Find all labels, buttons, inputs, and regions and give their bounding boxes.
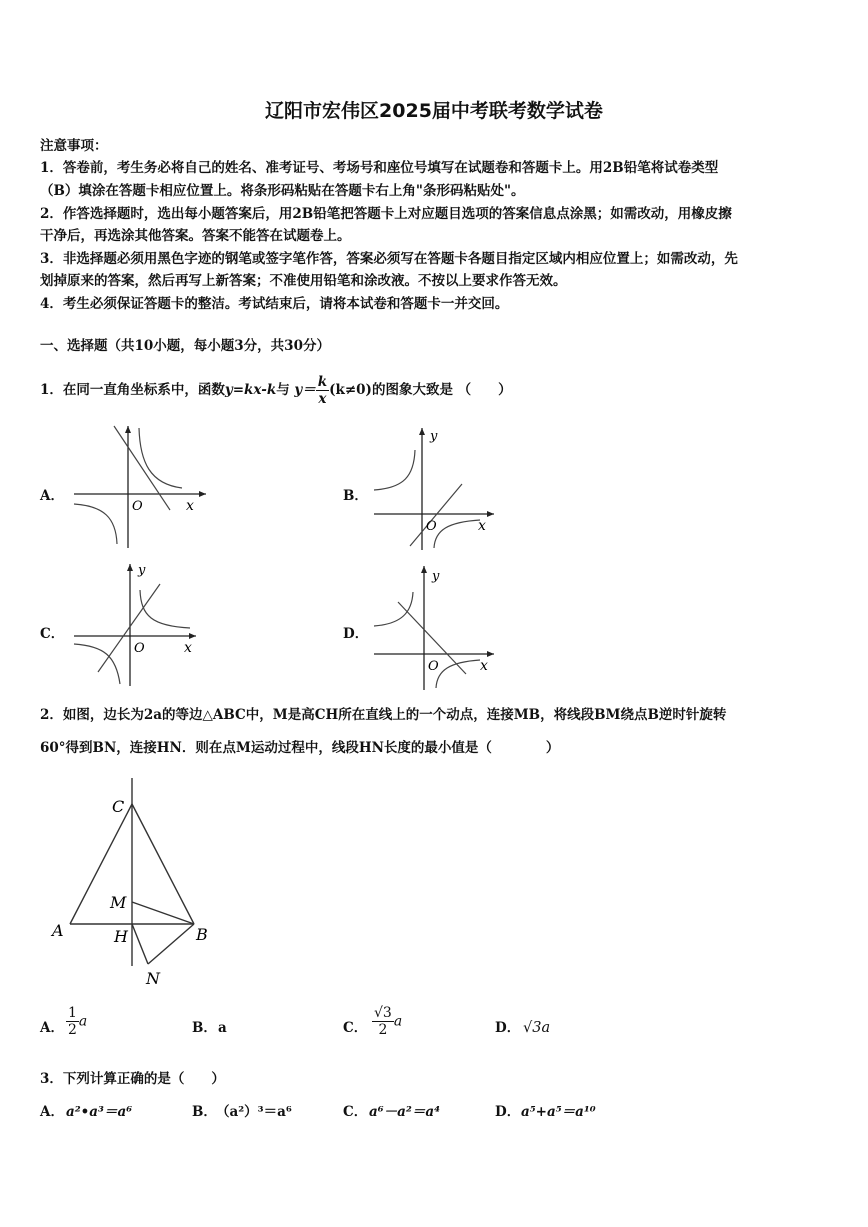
notes-heading: 注意事项： <box>40 138 108 154</box>
q1-d-y-label: y <box>432 569 440 584</box>
page-title: 辽阳市宏伟区2025届中考联考数学试卷 <box>265 100 603 122</box>
q1-graph-d <box>370 562 498 692</box>
q1-option-d-label: D． <box>343 626 369 642</box>
q2-a-fraction <box>66 1005 79 1038</box>
q2-option-b-value: a <box>218 1020 227 1036</box>
q3-option-d-label: D． <box>495 1104 521 1120</box>
q2-option-c-value <box>372 1005 402 1038</box>
q1-option-c-label: C． <box>40 626 65 642</box>
q1-b-origin-label: O <box>426 519 437 534</box>
q2-c-fraction <box>372 1005 394 1038</box>
q2-c-den: 2 <box>378 1022 388 1038</box>
q2-option-a-label: A． <box>40 1020 64 1036</box>
q1-graph-a <box>70 422 210 550</box>
q2-option-c-label: C． <box>343 1020 368 1036</box>
section-heading: 一、选择题（共10小题，每小题3分，共30分） <box>40 338 330 354</box>
q1-mid: 与 <box>276 382 290 398</box>
q2-option-d-label: D． <box>495 1020 521 1036</box>
q1-fraction <box>316 374 329 407</box>
q2-label-c: C <box>112 797 125 816</box>
q1-lhs: y＝ <box>294 382 316 398</box>
q1-b-y-label: y <box>430 429 438 444</box>
notes-line: 干净后，再选涂其他答案。答案不能答在试题卷上。 <box>40 228 351 244</box>
q2-triangle-figure <box>48 776 218 990</box>
q2-label-a: A <box>52 921 64 940</box>
question-2-line-1: 2．如图，边长为2a的等边△ABC中，M是高CH所在直线上的一个动点，连接MB，将线段BM绕点B逆时针旋转 <box>40 707 727 723</box>
q1-cond: (k≠0) <box>329 382 372 398</box>
q3-option-d-value: a⁵+a⁵＝a¹⁰ <box>521 1104 596 1120</box>
q2-option-d-value: √3a <box>523 1020 551 1036</box>
q1-func1: y=kx-k <box>224 382 277 398</box>
q1-a-origin-label: O <box>132 499 143 514</box>
notes-line: 1．答卷前，考生务必将自己的姓名、准考证号、考场号和座位号填写在试题卷和答题卡上。用2B铅笔将试卷类型 <box>40 160 719 176</box>
q2-label-n: N <box>146 969 160 988</box>
q1-frac-num: k <box>317 374 328 390</box>
q3-option-a-label: A． <box>40 1104 64 1120</box>
q2-c-num: √3 <box>374 1005 392 1021</box>
q1-b-x-label: x <box>478 518 486 534</box>
q3-option-a-value: a²•a³＝a⁶ <box>66 1104 133 1120</box>
q2-option-b-label: B． <box>192 1020 217 1036</box>
q1-graph-b <box>370 426 498 552</box>
q3-option-b-value: （a²）³＝a⁶ <box>216 1104 292 1120</box>
q1-option-b-label: B． <box>343 488 368 504</box>
q1-option-a-label: A． <box>40 488 64 504</box>
q1-d-origin-label: O <box>428 659 439 674</box>
notes-line: 4．考生必须保证答题卡的整洁。考试结束后，请将本试卷和答题卡一并交回。 <box>40 296 509 312</box>
question-1-stem <box>40 372 512 408</box>
q2-label-b: B <box>196 925 208 944</box>
q1-suffix: 的图象大致是 （ ） <box>371 382 512 398</box>
question-2-line-2: 60°得到BN，连接HN．则在点M运动过程中，线段HN长度的最小值是（ ） <box>40 740 560 756</box>
q1-graph-c <box>70 560 202 690</box>
notes-line: 3．非选择题必须用黑色字迹的钢笔或签字笔作答，答案必须写在答题卡各题目指定区域内相应位置上；如需改动，先 <box>40 251 738 267</box>
q1-a-x-label: x <box>186 498 194 514</box>
q1-d-x-label: x <box>480 658 488 674</box>
notes-line: （B）填涂在答题卡相应位置上。将条形码粘贴在答题卡右上角"条形码粘贴处"。 <box>40 183 525 199</box>
q2-option-a-value <box>66 1005 87 1038</box>
q1-prefix: 1．在同一直角坐标系中，函数 <box>40 382 225 398</box>
q2-a-den: 2 <box>68 1022 77 1038</box>
notes-line: 2．作答选择题时，选出每小题答案后，用2B铅笔把答题卡上对应题目选项的答案信息点涂黑；如需改动，用橡皮擦 <box>40 206 732 222</box>
q2-c-var: a <box>393 1013 403 1030</box>
q3-option-c-value: a⁶－a²＝a⁴ <box>369 1104 440 1120</box>
notes-line: 划掉原来的答案，然后再写上新答案；不准使用铅笔和涂改液。不按以上要求作答无效。 <box>40 273 567 289</box>
q3-option-b-label: B． <box>192 1104 217 1120</box>
q1-c-origin-label: O <box>134 641 145 656</box>
q2-a-var: a <box>78 1013 88 1030</box>
q1-c-y-label: y <box>138 563 146 578</box>
q2-label-h: H <box>114 927 128 946</box>
question-3-stem: 3．下列计算正确的是（ ） <box>40 1071 225 1087</box>
q2-label-m: M <box>110 893 127 912</box>
q1-frac-den: x <box>318 391 327 407</box>
q1-c-x-label: x <box>184 640 192 656</box>
q2-a-num: 1 <box>68 1005 77 1021</box>
q3-option-c-label: C． <box>343 1104 368 1120</box>
